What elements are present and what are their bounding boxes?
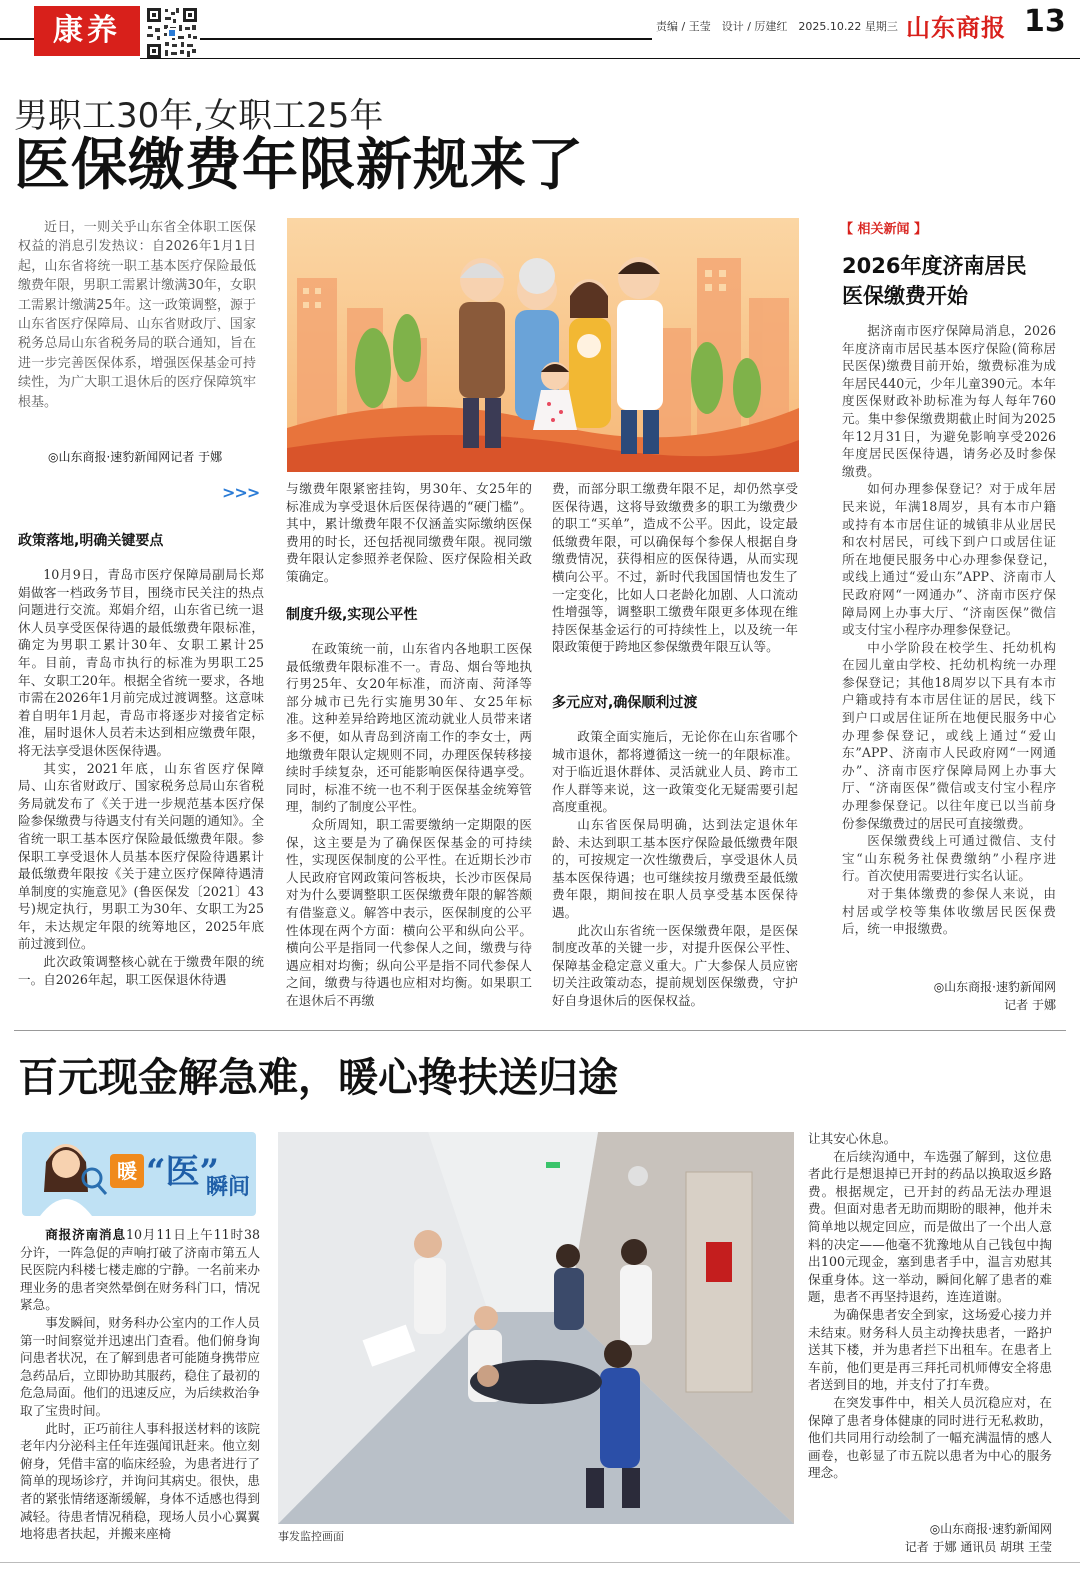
paragraph: 中小学阶段在校学生、托幼机构在园儿童由学校、托幼机构统一办理参保登记；其他18周岁以下具有本市户籍或持有本市居住证的居民，线下到户口或居住证所在地便民服务中心办理参保登记，或线上通过“爱山东”APP、济南市人民政府网“一网通办”、济南市医疗保障局网上办事大厅、“济南医保”微信或支付宝小程序办理参保登记。以往年度已以当前身份参保缴费过的居民可直接缴费。 xyxy=(842,639,1056,831)
paragraph: 山东省医保局明确，达到法定退休年龄、未达到职工基本医疗保险最低缴费年限的，可按规定一次性缴费后，享受退休人员基本医保待遇；也可继续按月缴费至最低缴费年限，期间按在职人员享受基本医保待遇。 xyxy=(552,816,798,920)
sidebar-headline: 2026年度济南居民 xyxy=(842,254,1027,278)
paragraph: 与缴费年限紧密挂钩，男30年、女25年的标准成为享受退休后医保待遇的“硬门槛”。其中，累计缴费年限不仅涵盖实际缴纳医保费用的时长，还包括视同缴费年限。视同缴费年限认定参照养老保险、医疗保险相关政策确定。 xyxy=(286,481,532,584)
section-tag-label: 康养 xyxy=(53,13,121,48)
paragraph: 在后续沟通中，车选强了解到，这位患者此行是想退掉已开封的药品以换取返乡路费。根据规定，已开封的药品无法办理退费。但面对患者无助而期盼的眼神，他并未简单地以规定回应，而是做出了一个出人意料的决定——他毫不犹豫地从自己钱包中掏出100元现金，塞到患者手中，温言劝慰其保重身体。这一举动，瞬间化解了患者的难题，患者不再坚持退药，连连道谢。 xyxy=(808,1148,1052,1305)
badge-warm: 暖 xyxy=(110,1154,144,1188)
sidebar-headline: 医保缴费开始 xyxy=(842,284,968,308)
newspaper-logo: 山东商报 xyxy=(906,13,1006,42)
page-number: 13 xyxy=(1024,4,1066,39)
paragraph: 众所周知，职工需要缴纳一定期限的医保，这主要是为了确保医保基金的可持续性，实现医保制度的公平性。在近期长沙市人民政府官网政策问答板块，长沙市医保局对为什么要调整职工医保缴费年限的解答颇有借鉴意义。解答中表示，医保制度的公平性体现在两个方面：横向公平和纵向公平。横向公平是指同一代参保人之间，缴费与待遇应相对均衡；纵向公平是指不同代参保人之间，缴费与待遇也应相对均衡。如果职工在退休后不再缴 xyxy=(286,816,532,1008)
paragraph: 对于集体缴费的参保人来说，由村居或学校等集体收缴居民医保费后，统一申报缴费。 xyxy=(842,886,1056,937)
photo-caption: 事发监控画面 xyxy=(278,1530,344,1543)
paragraph: 为确保患者安全到家，这场爱心接力并未结束。财务科人员主动搀扶患者，一路护送其下楼，并为患者拦下出租车。在患者上车前，他们更是再三拜托司机师傅安全将患者送到目的地，并支付了打车费。 xyxy=(808,1306,1052,1393)
paragraph: 其实，2021年底，山东省医疗保障局、山东省财政厅、国家税务总局山东省税务局就发布了《关于进一步规范基本医疗保险参保缴费与待遇支付有关问题的通知》。全省统一职工基本医疗保险最低缴费年限。参保职工享受退休人员基本医疗保险待遇累计最低缴费年限按《关于建立医疗保障待遇清单制度的实施意见》(鲁医保发〔2021〕43号)规定执行，男职工为30年、女职工为25年，未达规定年限的统筹地区，2025年底前过渡到位。 xyxy=(18,760,264,952)
paragraph: 费，而部分职工缴费年限不足，却仍然享受医保待遇，这将导致缴费多的职工为缴费少的职工“买单”，造成不公平。因此，设定最低缴费年限，可以确保每个参保人根据自身缴费情况，获得相应的医保待遇，从而实现横向公平。不过，新时代我国国情也发生了一定变化，比如人口老龄化加剧、人口流动性增强等，调整职工缴费年限更多体现在维持医保基金运行的可持续性上，以及统一年限政策便于跨地区参保缴费年限互认等。 xyxy=(552,481,798,655)
issue-meta: 责编 / 王莹 设计 / 厉建红 2025.10.22 星期三 xyxy=(656,20,898,33)
paragraph: 据济南市医疗保障局消息，2026年度济南市居民基本医疗保险(简称居民医保)缴费目前开始，缴费标准为成年居民440元，少年儿童390元。本年度医保财政补助标准为每人每年760元。集中参保缴费期截止时间为2025年12月31日，为避免影响享受2026年度居民医保待遇，请务必及时参保缴费。 xyxy=(842,323,1056,479)
paragraph: 商报济南消息10月11日上午11时38分许，一阵急促的声响打破了济南市第五人民医院内科楼七楼走廊的宁静。一名前来办理业务的患者突然晕倒在财务科门口，情况紧急。 xyxy=(20,1227,260,1313)
family-illustration xyxy=(287,218,799,472)
article-headline: 医保缴费年限新规来了 xyxy=(14,133,584,198)
arrow-marker: >>> xyxy=(222,483,260,502)
paragraph: 政策全面实施后，无论你在山东省哪个城市退休，都将遵循这一统一的年限标准。对于临近退休群体、灵活就业人员、跨市工作人群等来说，这一政策变化无疑需要引起高度重视。 xyxy=(552,729,798,815)
sidebar-credit: 记者 于娜 xyxy=(1004,998,1056,1012)
header-rule-bottom xyxy=(140,58,1080,59)
column-badge xyxy=(22,1132,256,1216)
article-lead: 近日，一则关乎山东省全体职工医保权益的消息引发热议：自2026年1月1日起，山东省将统一职工基本医疗保险最低缴费年限，男职工需累计缴满30年，女职工需累计缴满25年。这一政策调整，源于山东省医疗保障局、山东省财政厅、国家税务总局山东省税务局的联合通知，旨在进一步完善医保体系，增强医保基金可持续性，为广大职工退休后的医疗保障筑牢根基。 xyxy=(18,220,256,410)
badge-medical: “医” xyxy=(146,1152,220,1192)
doctor-illustration xyxy=(22,1132,112,1216)
dateline: 商报济南消息 xyxy=(45,1227,126,1242)
paragraph: 此时，正巧前往人事科报送材料的该院老年内分泌科主任年连强闻讯赶来。他立刻俯身，凭借丰富的临床经验，为患者进行了简单的现场诊疗，并询问其病史。很快，患者的紧张情绪逐渐缓解，身体不适感也得到减轻。待患者情况稍稳，现场人员小心翼翼地将患者扶起，并搬来座椅 xyxy=(20,1420,260,1542)
badge-moment: 瞬间 xyxy=(206,1175,251,1200)
paragraph: 让其安心休息。 xyxy=(808,1131,897,1146)
paragraph: 医保缴费线上可通过微信、支付宝“山东税务社保费缴纳”小程序进行。首次使用需要进行实名认证。 xyxy=(842,833,1056,884)
section-heading: 制度升级,实现公平性 xyxy=(286,607,418,623)
surveillance-photo xyxy=(278,1132,794,1524)
related-news-tag: 【 相关新闻 】 xyxy=(840,222,928,237)
paragraph: 此次山东省统一医保缴费年限，是医保制度改革的关键一步，对提升医保公平性、保障基金稳定意义重大。广大参保人员应密切关注政策动态，提前规划医保缴费，守护好自身退休后的医保权益。 xyxy=(552,922,798,1008)
paragraph: 10月9日，青岛市医疗保障局副局长郑娟做客一档政务节目，围绕市民关注的热点问题进行交流。郑娟介绍，山东省已统一退休人员享受医保待遇的最低缴费年限标准，确定为男职工累计30年、女职工累计25年。目前，青岛市执行的标准为男职工25年、女职工20年。根据全省统一要求，各地市需在2026年1月前完成过渡调整。这意味着自明年1月起，青岛市将逐步对接省定标准，届时退休人员若未达到相应缴费年限，将无法享受退休医保待遇。 xyxy=(18,567,264,758)
article-kicker: 男职工30年,女职工25年 xyxy=(14,96,384,136)
header-rule xyxy=(200,38,652,40)
article-credit: ◎山东商报·速豹新闻网 xyxy=(929,1522,1052,1536)
section-heading: 政策落地,明确关键要点 xyxy=(18,533,164,549)
article-byline: ◎山东商报·速豹新闻网记者 于娜 xyxy=(48,450,223,464)
section-heading: 多元应对,确保顺利过渡 xyxy=(552,695,698,711)
paragraph: 如何办理参保登记？对于成年居民来说，年满18周岁，具有本市户籍或持有本市居住证的城镇非从业居民和农村居民，可线下到户口或居住证所在地便民服务中心办理参保登记，或线上通过“爱山东”APP、济南市人民政府网“一网通办”、济南市医疗保障局网上办事大厅、“济南医保”微信或支付宝小程序办理参保登记。 xyxy=(842,481,1056,638)
paragraph: 在突发事件中，相关人员沉稳应对，在保障了患者身体健康的同时进行无私救助，他们共同用行动绘制了一幅充满温情的感人画卷，也彰显了市五院以患者为中心的服务理念。 xyxy=(808,1394,1052,1481)
paragraph: 此次政策调整核心就在于缴费年限的统一。自2026年起，职工医保退休待遇 xyxy=(18,954,264,987)
paragraph: 事发瞬间，财务科办公室内的工作人员第一时间察觉并迅速出门查看。他们俯身询问患者状况，在了解到患者可能随身携带应急药品后，立即协助其服药，稳住了最初的危急局面。他们的迅速反应，为后续救治争取了宝贵时间。 xyxy=(20,1314,260,1418)
article-credit: 记者 于娜 通讯员 胡琪 王莹 xyxy=(904,1540,1052,1554)
article-headline: 百元现金解急难，暖心搀扶送归途 xyxy=(18,1055,618,1101)
qr-code-icon xyxy=(145,6,199,60)
header-rule xyxy=(0,38,34,40)
footer-rule xyxy=(0,1562,1080,1563)
sidebar-credit: ◎山东商报·速豹新闻网 xyxy=(933,980,1056,994)
paragraph: 在政策统一前，山东省内各地职工医保最低缴费年限标准不一。青岛、烟台等地执行男25年、女20年标准，而济南、菏泽等部分城市已先行实施男30年、女25年标准。这种差异给跨地区流动就业人员带来诸多不便，如从青岛到济南工作的李女士，两地缴费年限认定规则不同，办理医保转移接续时手续复杂，还可能影响医保待遇享受。同时，标准不统一也不利于医保基金统筹管理，制约了制度公平性。 xyxy=(286,641,532,815)
section-divider xyxy=(14,1030,1066,1031)
